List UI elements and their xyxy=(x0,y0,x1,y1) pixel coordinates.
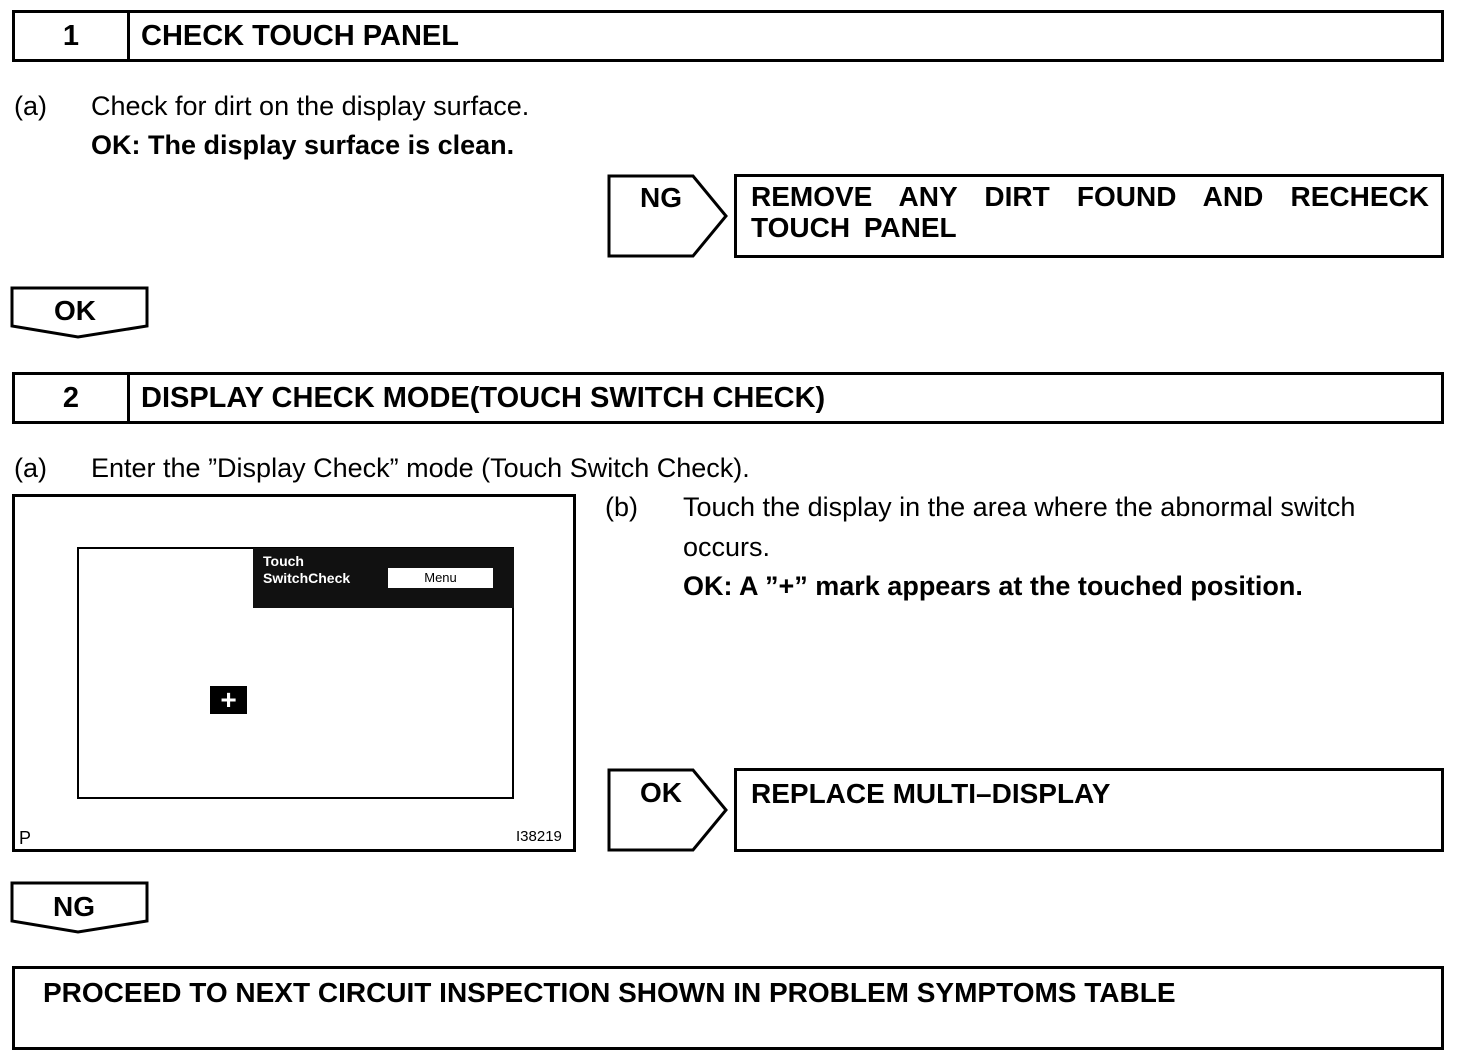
display-screen xyxy=(77,547,514,799)
final-result-text: PROCEED TO NEXT CIRCUIT INSPECTION SHOWN IN PROBLEM SYMPTOMS TABLE xyxy=(43,977,1176,1008)
step1-number: 1 xyxy=(15,13,130,59)
plus-mark: + xyxy=(220,684,237,715)
step1-ok-criterion: OK: The display surface is clean. xyxy=(91,130,515,160)
step2-ok-result-box xyxy=(734,768,1444,852)
step2-number: 2 xyxy=(15,375,130,421)
header-line1: Touch xyxy=(263,553,304,569)
plus-mark-icon xyxy=(210,686,247,714)
display-figure xyxy=(12,494,576,852)
step1-item-a-label: (a) xyxy=(14,91,47,121)
step1-title: CHECK TOUCH PANEL xyxy=(141,19,459,52)
step2-header xyxy=(12,372,1444,424)
step2-ng-label: NG xyxy=(53,891,95,922)
final-result-box xyxy=(12,966,1444,1050)
step2-item-a-text: Enter the ”Display Check” mode (Touch Switch Check). xyxy=(91,453,750,483)
step2-item-b-label: (b) xyxy=(605,492,638,522)
step2-item-b-line1: Touch the display in the area where the abnormal switch xyxy=(683,492,1356,522)
step2-ok-result: REPLACE MULTI–DISPLAY xyxy=(751,778,1111,809)
menu-button[interactable]: Menu xyxy=(388,568,493,588)
step2-title: DISPLAY CHECK MODE(TOUCH SWITCH CHECK) xyxy=(141,381,826,414)
step2-item-a-label: (a) xyxy=(14,453,47,483)
touch-switch-check-header xyxy=(253,548,514,608)
step1-ng-label: NG xyxy=(640,182,682,213)
step2-ok-criterion: OK: A ”+” mark appears at the touched position. xyxy=(683,571,1303,601)
header-line2: SwitchCheck xyxy=(263,570,351,586)
step1-header xyxy=(12,10,1444,62)
step1-ng-result: REMOVE ANY DIRT FOUND AND RECHECK TOUCH PANEL xyxy=(751,181,1429,243)
figure-id: I38219 xyxy=(516,828,562,845)
step2-ok-label: OK xyxy=(640,777,682,808)
step1-item-a-text: Check for dirt on the display surface. xyxy=(91,91,530,121)
step2-item-b-line2: occurs. xyxy=(683,532,771,562)
figure-corner-label: P xyxy=(19,828,32,848)
step1-ok-label: OK xyxy=(54,295,96,326)
step1-ng-result-box xyxy=(734,174,1444,258)
